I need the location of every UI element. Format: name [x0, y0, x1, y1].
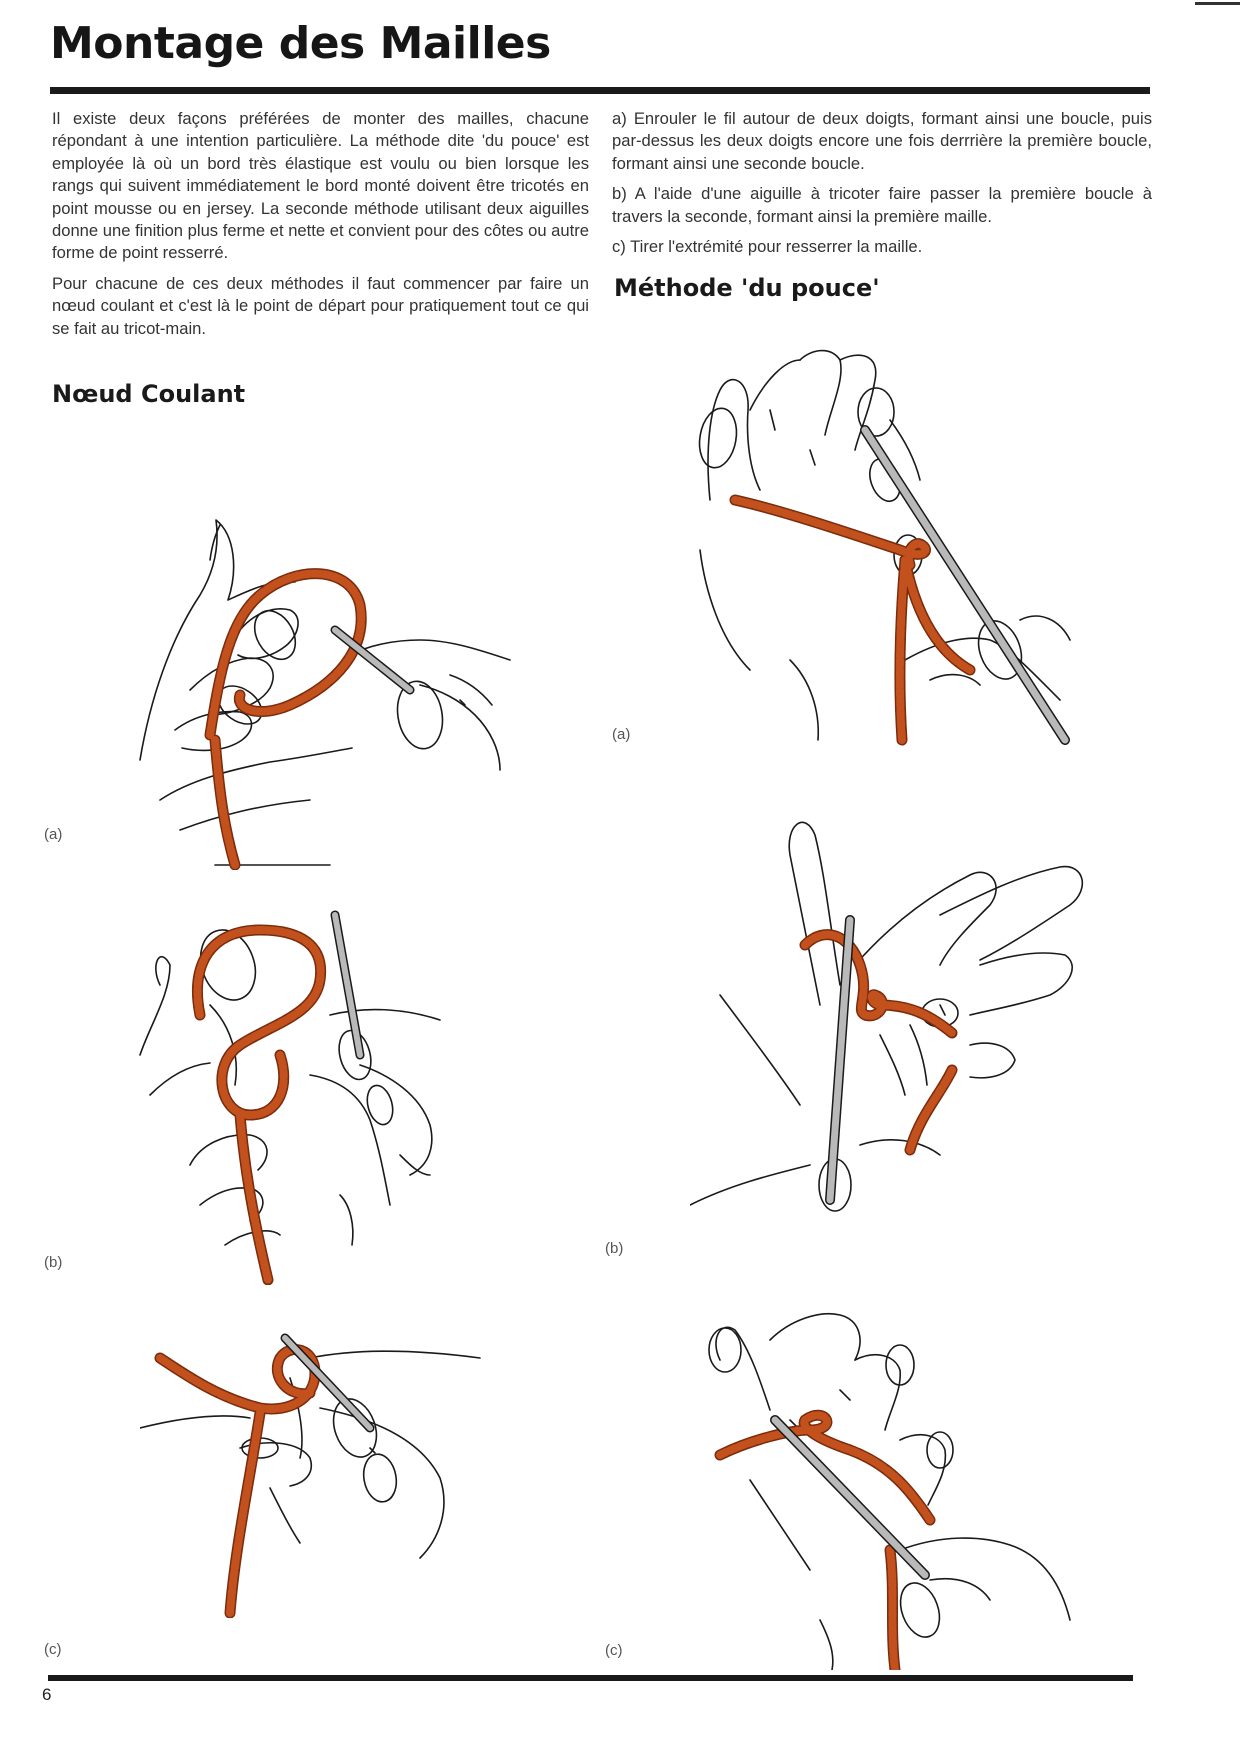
step-a: a) Enrouler le fil autour de deux doigts, formant ainsi une boucle, puis par-dessus les deux doigts encore une fois derrrière la première boucle, formant ainsi une seconde boucle. — [612, 109, 1152, 173]
steps-text — [612, 108, 1152, 266]
section-heading-noeud-coulant: Nœud Coulant — [52, 380, 246, 408]
illustration-pouce-c — [690, 1300, 1100, 1670]
page-number: 6 — [42, 1685, 52, 1704]
illustration-noeud-coulant-c — [140, 1318, 520, 1618]
footer-rule — [48, 1675, 1133, 1681]
scan-corner-mark — [1195, 2, 1240, 5]
header-rule — [50, 87, 1150, 94]
section-heading-methode-pouce: Méthode 'du pouce' — [614, 274, 880, 302]
figure-caption: (b) — [605, 1240, 624, 1257]
page-title: Montage des Mailles — [50, 18, 551, 69]
illustration-pouce-b — [690, 805, 1110, 1245]
illustration-pouce-a — [690, 340, 1100, 760]
figure-caption: (c) — [605, 1642, 623, 1659]
illustration-noeud-coulant-a — [120, 500, 540, 870]
intro-paragraph: Pour chacune de ces deux méthodes il faut commencer par faire un nœud coulant et c'est là le point de départ pour pratiquement tout ce qui se fait au tricot-main. — [52, 273, 589, 338]
illustration-noeud-coulant-b — [130, 905, 510, 1285]
figure-caption: (c) — [44, 1641, 62, 1658]
figure-caption: (a) — [612, 726, 631, 743]
step-b: b) A l'aide d'une aiguille à tricoter faire passer la première boucle à travers la seconde, formant ainsi la première maille. — [612, 184, 1152, 226]
figure-caption: (b) — [44, 1254, 63, 1271]
intro-paragraph: Il existe deux façons préférées de monter des mailles, chacune répondant à une intention particulière. La méthode dite 'du pouce' est employée là où un bord très élastique est voulu ou bien lorsque les rangs qui suivent immédiatement le bord monté doivent être tricotés en point mousse ou en jersey. La seconde méthode utilisant deux aiguilles donne une finition plus ferme et nette et convient pour des côtes ou autre forme de point resserré. — [52, 109, 589, 263]
figure-caption: (a) — [44, 826, 63, 843]
intro-text — [52, 108, 589, 348]
step-c: c) Tirer l'extrémité pour resserrer la maille. — [612, 237, 923, 257]
